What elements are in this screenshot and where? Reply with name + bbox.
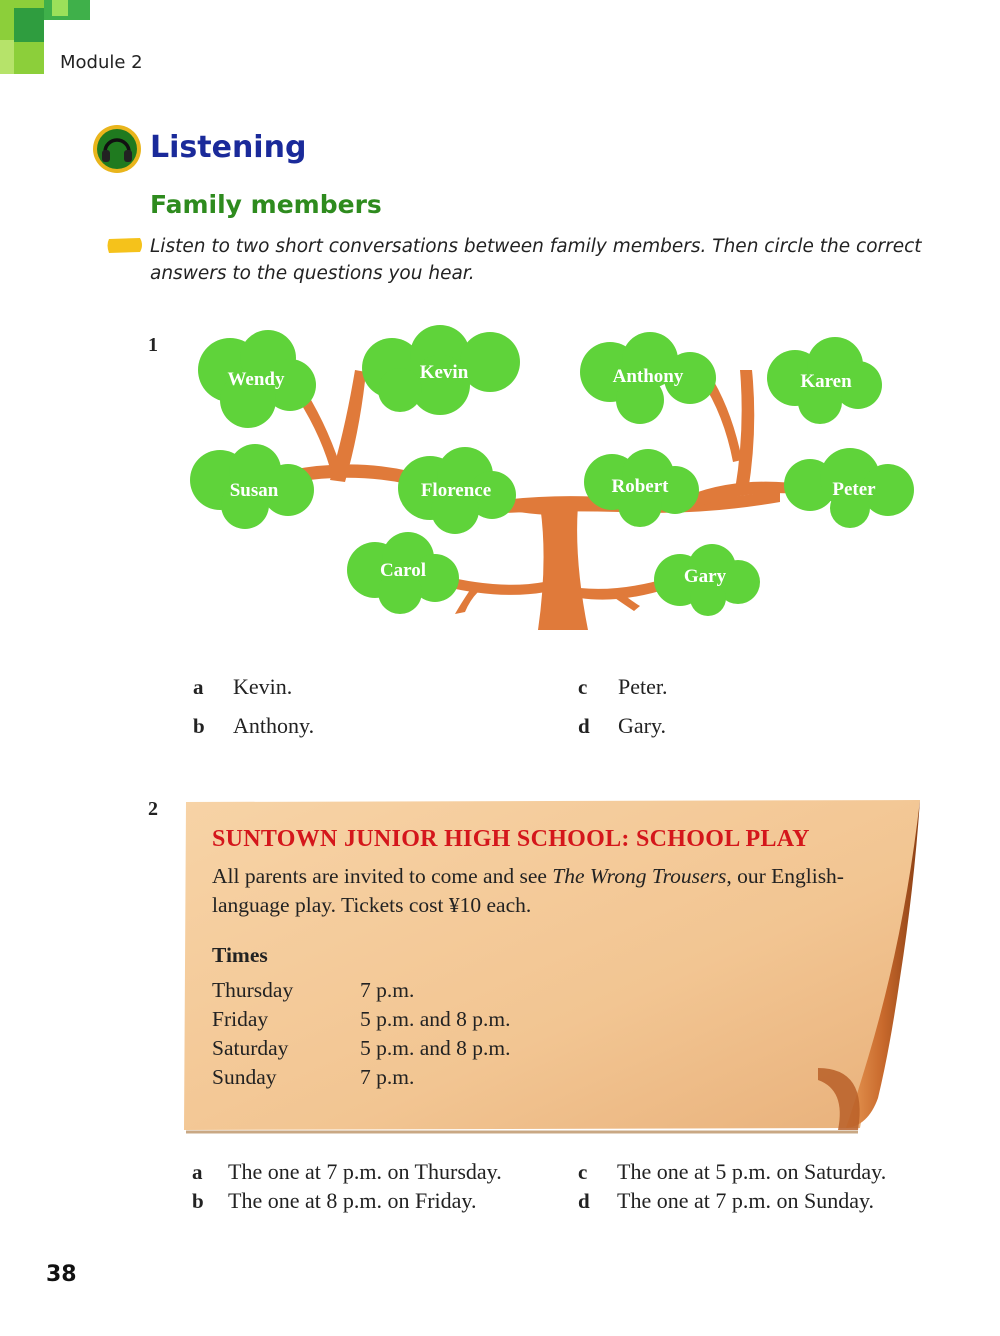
headphones-icon [92, 124, 142, 174]
tree-node-gary: Gary [683, 566, 727, 587]
option-text[interactable]: Anthony. [233, 713, 315, 738]
schedule-day: Sunday [212, 1065, 277, 1089]
notice-body-end: , our English-language play. Tickets cost ¥10 each. [212, 864, 844, 917]
option-letter: d [578, 1189, 590, 1213]
schedule-time: 5 p.m. and 8 p.m. [360, 1036, 511, 1060]
schedule-day: Friday [212, 1007, 269, 1031]
notice-body [212, 862, 902, 920]
schedule-time: 5 p.m. and 8 p.m. [360, 1007, 511, 1031]
tree-node-carol: Carol [379, 560, 427, 581]
option-letter: d [578, 714, 590, 738]
option-letter: c [578, 675, 588, 699]
tree-node-florence: Florence [420, 480, 492, 501]
highlighter-marker-icon [106, 237, 144, 254]
tree-node-peter: Peter [832, 479, 876, 500]
tree-node-kevin: Kevin [419, 362, 469, 383]
subsection-title: Family members [150, 190, 382, 219]
tree-node-karen: Karen [800, 371, 852, 392]
tree-node-wendy: Wendy [227, 369, 285, 390]
option-text[interactable]: Kevin. [233, 674, 293, 699]
times-heading: Times [212, 943, 268, 967]
question-2-number: 2 [148, 798, 158, 820]
option-text[interactable]: The one at 7 p.m. on Sunday. [617, 1188, 875, 1213]
tree-node-anthony: Anthony [612, 366, 684, 387]
section-title: Listening [150, 130, 307, 165]
option-text[interactable]: The one at 8 p.m. on Friday. [228, 1188, 477, 1213]
family-tree [160, 320, 940, 640]
schedule-time: 7 p.m. [360, 1065, 415, 1089]
schedule-time: 7 p.m. [360, 978, 415, 1002]
option-letter: a [193, 675, 204, 699]
option-text[interactable]: Gary. [618, 713, 667, 738]
module-label: Module 2 [60, 52, 143, 73]
tree-node-robert: Robert [611, 476, 669, 497]
option-letter: c [578, 1160, 588, 1184]
question-1-number: 1 [148, 334, 158, 356]
page-number: 38 [46, 1262, 77, 1287]
instructions: Listen to two short conversations between family members. Then circle the correct answers to the questions you hear. [150, 236, 922, 284]
tree-node-susan: Susan [229, 480, 279, 501]
schedule-day: Saturday [212, 1036, 289, 1060]
play-name: The Wrong Trousers [552, 864, 727, 888]
option-text[interactable]: The one at 7 p.m. on Thursday. [228, 1159, 502, 1184]
schedule-day: Thursday [212, 978, 294, 1002]
notice-body-start: All parents are invited to come and see [212, 864, 553, 888]
option-letter: b [192, 1189, 204, 1213]
option-letter: b [193, 714, 205, 738]
notice-title: SUNTOWN JUNIOR HIGH SCHOOL: SCHOOL PLAY [212, 826, 810, 852]
option-letter: a [192, 1160, 203, 1184]
option-text[interactable]: The one at 5 p.m. on Saturday. [617, 1159, 887, 1184]
option-text[interactable]: Peter. [618, 674, 668, 699]
